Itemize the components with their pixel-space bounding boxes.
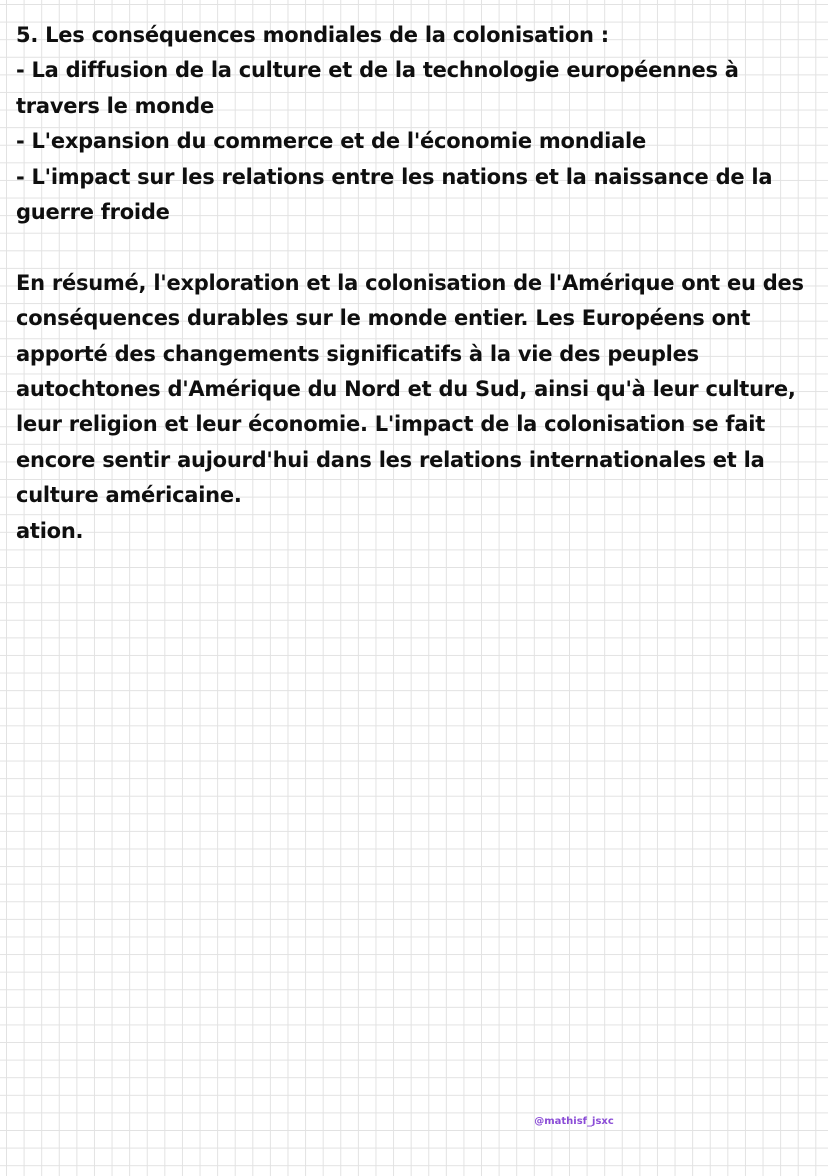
bullet-2-line-1: - L'expansion du commerce et de l'économie mondiale bbox=[16, 129, 646, 154]
bullet-1-line-2: travers le monde bbox=[16, 93, 214, 118]
document-page bbox=[16, 18, 816, 549]
summary-line: autochtones d'Amérique du Nord et du Sud, ainsi qu'à leur culture, bbox=[16, 377, 796, 402]
summary-line: leur religion et leur économie. L'impact de la colonisation se fait bbox=[16, 412, 765, 437]
author-watermark: @mathisf_jsxc bbox=[534, 1116, 614, 1127]
summary-line: conséquences durables sur le monde entier. Les Européens ont bbox=[16, 306, 751, 331]
summary-line: encore sentir aujourd'hui dans les relations internationales et la bbox=[16, 447, 765, 472]
paragraph-gap bbox=[16, 230, 816, 265]
summary-line: culture américaine. bbox=[16, 483, 242, 508]
summary-line: En résumé, l'exploration et la colonisation de l'Amérique ont eu des bbox=[16, 270, 804, 295]
bullet-3-line-1: - L'impact sur les relations entre les nations et la naissance de la bbox=[16, 164, 773, 189]
summary-trailing-fragment: ation. bbox=[16, 518, 84, 543]
bullet-3-line-2: guerre froide bbox=[16, 200, 170, 225]
section-heading: 5. Les conséquences mondiales de la colonisation : bbox=[16, 23, 609, 47]
bullet-1-line-1: - La diffusion de la culture et de la technologie européennes à bbox=[16, 58, 739, 83]
summary-line: apporté des changements significatifs à la vie des peuples bbox=[16, 341, 699, 366]
